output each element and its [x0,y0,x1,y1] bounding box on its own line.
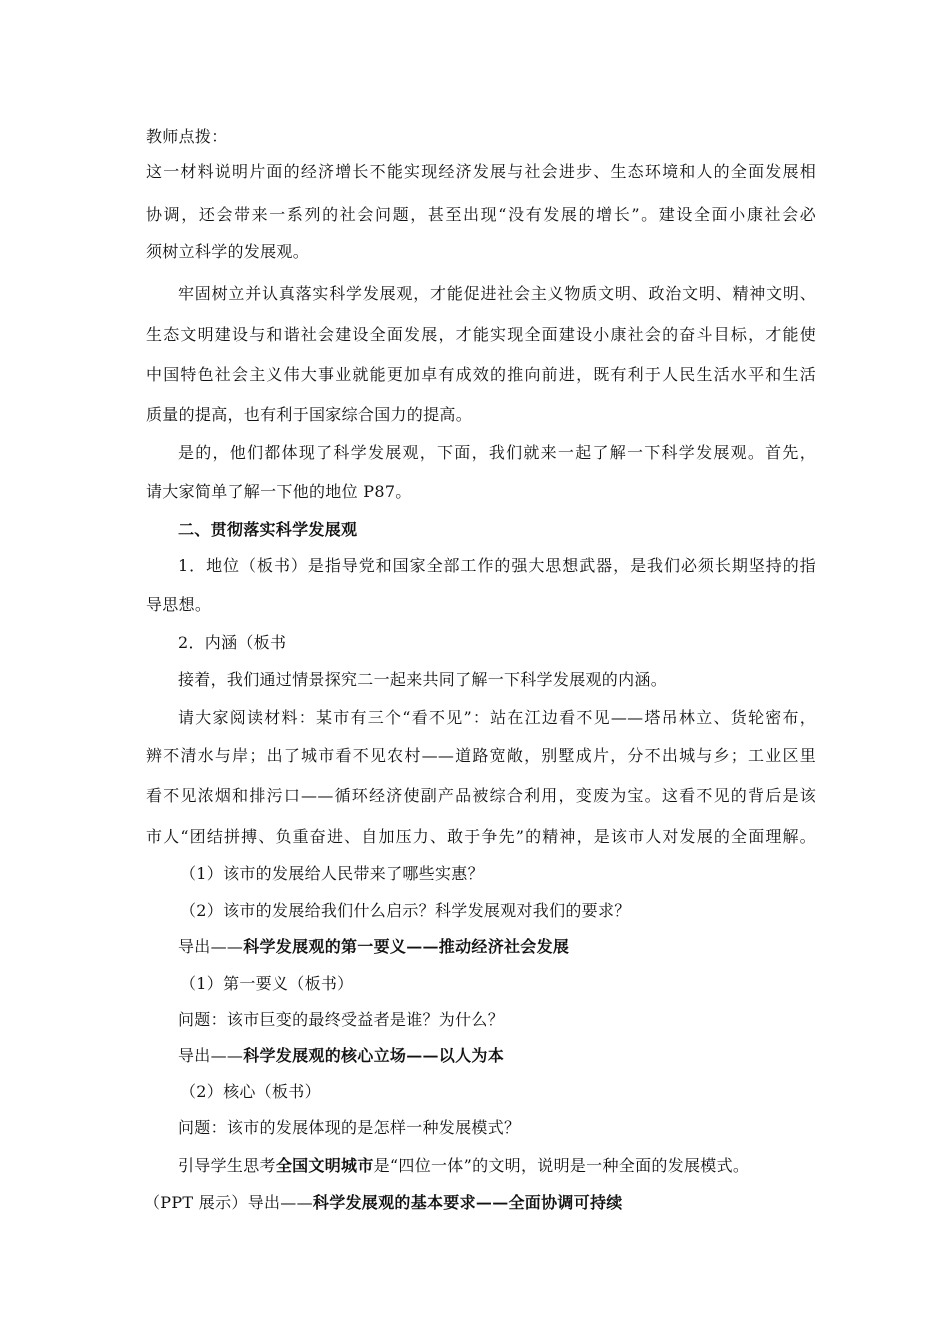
guide-suffix: 是“四位一体”的文明，说明是一种全面的发展模式。 [373,1156,750,1175]
section-heading: 二、贯彻落实科学发展观 [178,520,358,539]
lead-prefix: 导出—— [178,1046,244,1065]
paragraph-line: 生态文明建设与和谐社会建设全面发展，才能实现全面建设小康社会的奋斗目标，才能使 [146,325,816,344]
paragraph-line: 质量的提高，也有利于国家综合国力的提高。 [146,405,473,424]
paragraph-line: 2．内涵（板书 [178,633,287,652]
guide-bold-text: 全国文明城市 [275,1156,374,1175]
paragraph-line: 导思想。 [146,595,212,614]
ppt-prefix: （PPT 展示）导出—— [144,1193,313,1212]
paragraph-line: 是的，他们都体现了科学发展观，下面，我们就来一起了解一下科学发展观。首先， [178,443,816,462]
paragraph-line: 看不见浓烟和排污口——循环经济使副产品被综合利用，变废为宝。这看不见的背后是该 [146,786,816,805]
paragraph-line: 1．地位（板书）是指导党和国家全部工作的强大思想武器，是我们必须长期坚持的指 [178,556,816,575]
teacher-hint-heading: 教师点拨： [146,127,228,146]
paragraph-line: 牢固树立并认真落实科学发展观，才能促进社会主义物质文明、政治文明、精神文明、 [178,284,816,303]
paragraph-line: 请大家简单了解一下他的地位 P87。 [146,482,412,501]
paragraph-line: （1）第一要义（板书） [180,974,354,993]
paragraph-line: 市人“团结拼搏、负重奋进、自加压力、敢于争先”的精神，是该市人对发展的全面理解。 [146,827,816,846]
guide-line [178,1156,848,1176]
question-line: （1）该市的发展给人民带来了哪些实惠？ [180,864,484,883]
lead-bold-text: 科学发展观的核心立场——以人为本 [243,1046,505,1065]
paragraph-line: 接着，我们通过情景探究二一起来共同了解一下科学发展观的内涵。 [178,670,668,689]
ppt-lead-line [144,1193,814,1213]
paragraph-line: （2）核心（板书） [180,1082,321,1101]
ppt-bold-text: 科学发展观的基本要求——全面协调可持续 [312,1193,623,1212]
question-line: （2）该市的发展给我们什么启示？科学发展观对我们的要求？ [180,901,631,920]
question-line: 问题：该市的发展体现的是怎样一种发展模式？ [178,1118,521,1137]
lead-line [178,1046,848,1066]
paragraph-line: 请大家阅读材料：某市有三个“看不见”：站在江边看不见——塔吊林立、货轮密布， [178,708,816,727]
question-line: 问题：该市巨变的最终受益者是谁？为什么？ [178,1010,505,1029]
lead-prefix: 导出—— [178,937,244,956]
lead-bold-text: 科学发展观的第一要义——推动经济社会发展 [243,937,570,956]
paragraph-line: 中国特色社会主义伟大事业就能更加卓有成效的推向前进，既有利于人民生活水平和生活 [146,365,816,384]
paragraph-line: 协调，还会带来一系列的社会问题，甚至出现“没有发展的增长”。建设全面小康社会必 [146,205,816,224]
paragraph-line: 须树立科学的发展观。 [146,242,310,261]
paragraph-line: 辨不清水与岸；出了城市看不见农村——道路宽敞，别墅成片，分不出城与乡；工业区里 [146,746,816,765]
lead-line [178,937,848,957]
paragraph-line: 这一材料说明片面的经济增长不能实现经济发展与社会进步、生态环境和人的全面发展相 [146,162,816,181]
guide-prefix: 引导学生思考 [178,1156,276,1175]
